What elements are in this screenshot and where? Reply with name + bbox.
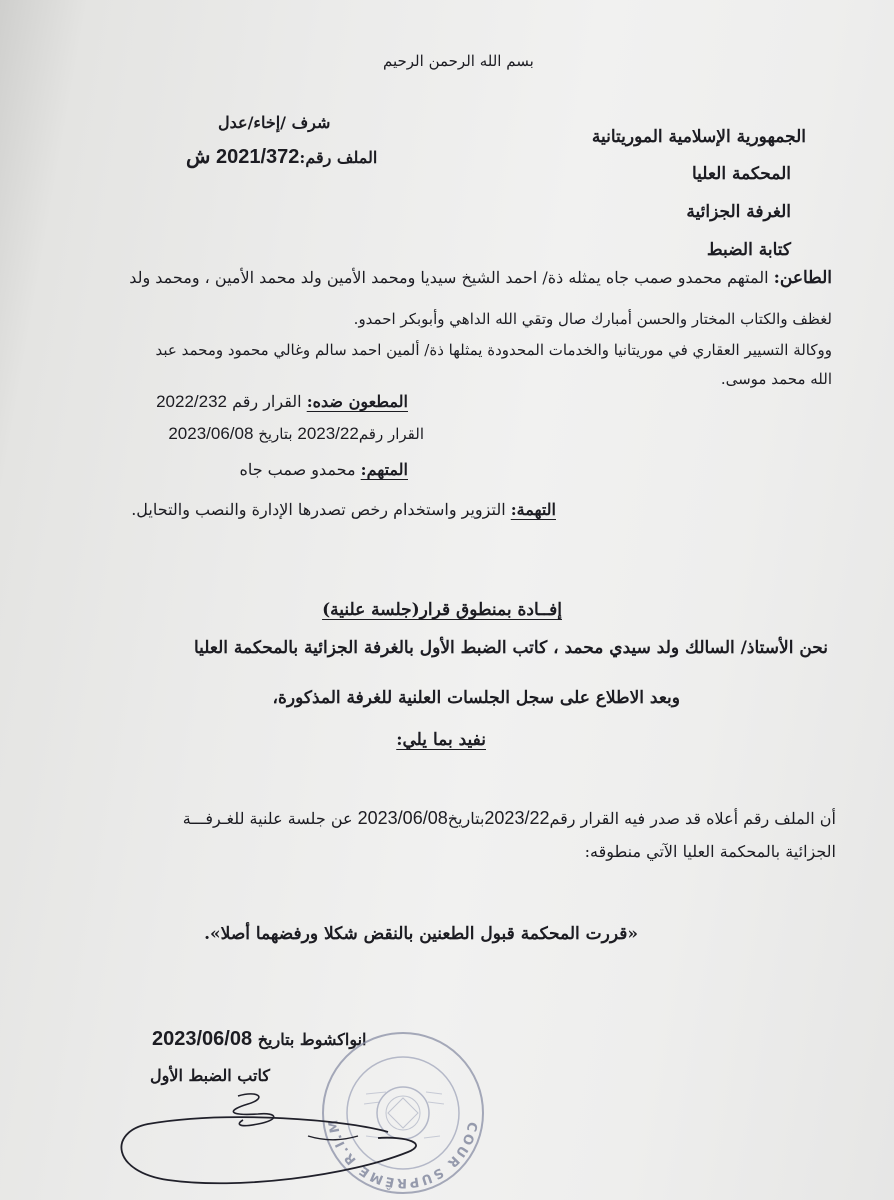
- notice-line-2: وبعد الاطلاع على سجل الجلسات العلنية للغرفة المذكورة،: [272, 688, 680, 708]
- motto: شرف /إخاء/عدل: [218, 113, 331, 132]
- appellant-text-1: المتهم محمدو صمب جاه يمثله ذة/ احمد الشيخ سيديا ومحمد الأمين ولد محمد الأمين ، ومحمد ولد: [129, 268, 769, 287]
- notice-body-line-2: الجزائية بالمحكمة العليا الآتي منطوقه:: [584, 842, 836, 861]
- decision-1-number: 2022/232: [156, 392, 227, 411]
- ruling-text: «قررت المحكمة قبول الطعنين بالنقض شكلا ورفضهما أصلا».: [204, 924, 638, 944]
- seal-text: COUR SUPRÊME R.I.M: [325, 1116, 480, 1191]
- header-country: الجمهورية الإسلامية الموريتانية: [591, 127, 806, 147]
- header-registry: كتابة الضبط: [706, 240, 791, 260]
- appellant-line-1: [129, 268, 832, 288]
- body-text-e: عن جلسة علنية للغـرفـــة: [182, 809, 353, 828]
- file-number-value: 2021/372 ش: [186, 146, 300, 168]
- charge-value: التزوير واستخدام رخص تصدرها الإدارة والنصب والتحايل.: [131, 500, 506, 519]
- accused-value: محمدو صمب جاه: [239, 460, 356, 479]
- body-date: 2023/06/08: [357, 808, 448, 828]
- body-date-label: بتاريخ: [447, 809, 485, 828]
- charge-line: [131, 500, 556, 519]
- header-court: المحكمة العليا: [692, 164, 791, 184]
- appellant-line-2: لغظف والكتاب المختار والحسن أمبارك صال وتقي الله الداهي وأبوبكر احمدو.: [353, 310, 832, 328]
- appellant-line-3: ووكالة التسيير العقاري في موريتانيا والخدمات المحدودة يمثلها ذة/ ألمين احمد سالم وغالي محمود ومحمد عبد: [155, 341, 832, 359]
- place-date-value: 2023/06/08: [152, 1028, 253, 1050]
- notice-body-line-1: [183, 808, 836, 829]
- body-text-a: أن الملف رقم أعلاه قد صدر فيه القرار رقم: [549, 809, 836, 828]
- handwritten-signature: [108, 1080, 428, 1200]
- appellant-line-4: الله محمد موسى.: [720, 370, 832, 388]
- decision-2-number: 2023/22: [297, 424, 359, 443]
- decision-2-date-label: بتاريخ: [258, 425, 293, 443]
- notice-subtitle: نفيد بما يلي:: [396, 730, 486, 750]
- appellant-label: الطاعن:: [773, 268, 832, 288]
- signatory-title: كاتب الضبط الأول: [150, 1066, 270, 1085]
- notice-title: إفــادة بمنطوق قرار(جلسة علنية): [322, 600, 562, 620]
- place-date-label: انواكشوط بتاريخ: [257, 1030, 367, 1049]
- notice-line-1: نحن الأستاذ/ السالك ولد سيدي محمد ، كاتب الضبط الأول بالغرفة الجزائية بالمحكمة العليا: [193, 638, 828, 658]
- body-decision-number: 2023/22: [484, 808, 550, 828]
- respondent-line-1: [156, 392, 408, 412]
- decision-2-label: القرار رقم: [358, 425, 424, 443]
- header-chamber: الغرفة الجزائية: [686, 202, 791, 222]
- respondent-label: المطعون ضده:: [306, 392, 408, 411]
- file-number-line: [186, 144, 377, 169]
- accused-label: المتهم:: [360, 460, 408, 479]
- file-number-label: الملف رقم:: [299, 148, 378, 167]
- decision-2-date: 2023/06/08: [168, 424, 254, 443]
- accused-line: [239, 460, 408, 479]
- charge-label: التهمة:: [510, 500, 556, 519]
- respondent-line-2: [168, 424, 424, 444]
- decision-1-label: القرار رقم: [232, 392, 302, 411]
- basmala: بسم الله الرحمن الرحيم: [383, 52, 534, 70]
